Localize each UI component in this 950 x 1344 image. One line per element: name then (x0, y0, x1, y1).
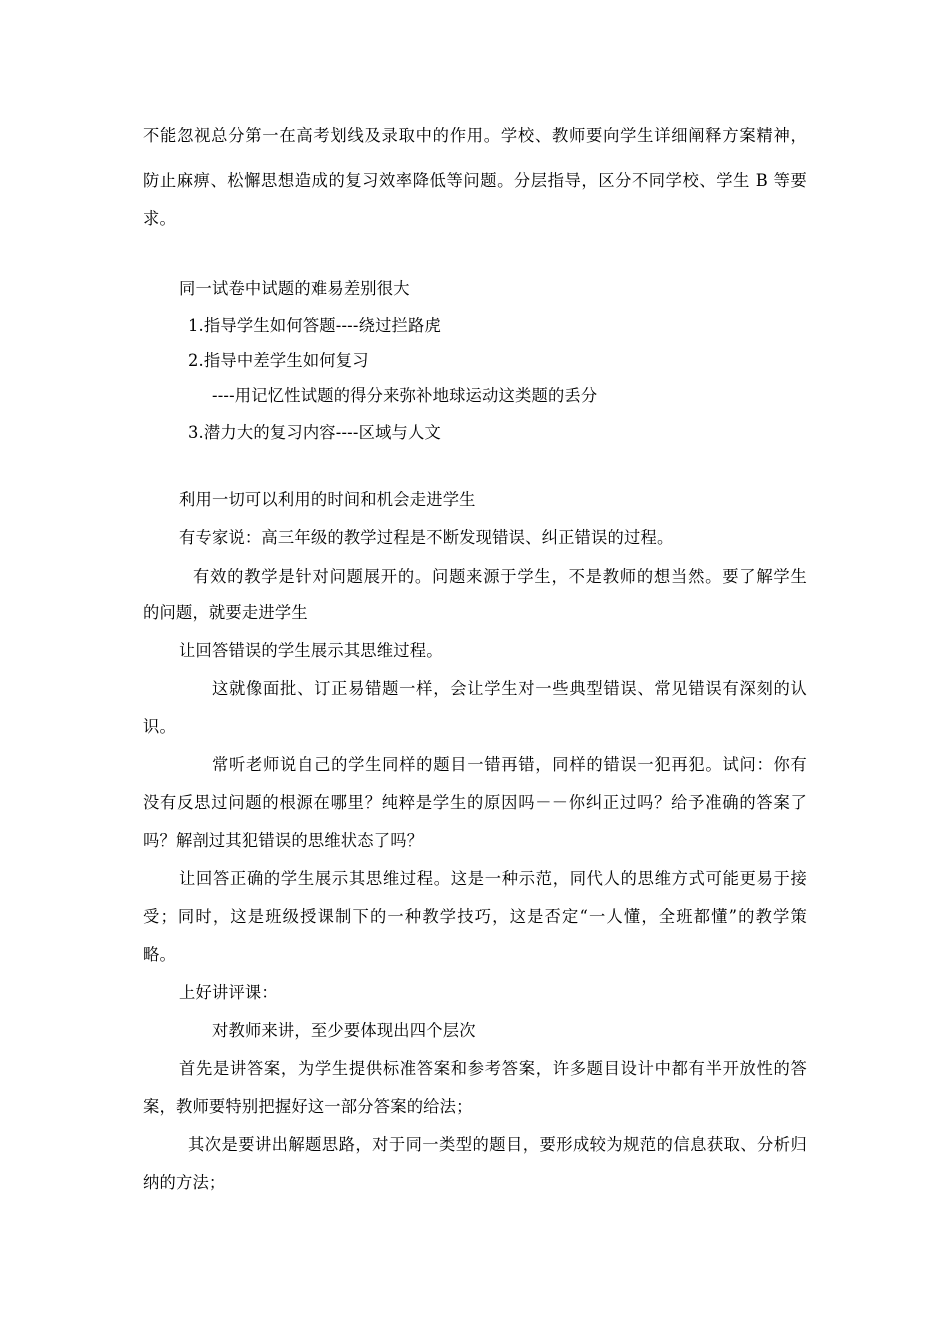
list-item: 1.指导学生如何答题----绕过拦路虎 (188, 316, 441, 335)
text-line: 有专家说：高三年级的教学过程是不断发现错误、纠正错误的过程。 (179, 528, 674, 547)
text-line: 不能忽视总分第一在高考划线及录取中的作用。学校、教师要向学生详细阐释方案精神， (143, 126, 807, 145)
list-item: 2.指导中差学生如何复习 (188, 351, 369, 370)
text-line: 求。 (143, 209, 176, 228)
section-heading: 利用一切可以利用的时间和机会走进学生 (179, 490, 476, 509)
text-line: 吗？解剖过其犯错误的思维状态了吗？ (143, 831, 424, 850)
text-line: 的问题，就要走进学生 (143, 603, 308, 622)
text-line: 没有反思过问题的根源在哪里？纯粹是学生的原因吗－－你纠正过吗？给予准确的答案了 (143, 793, 807, 812)
text-line: 这就像面批、订正易错题一样，会让学生对一些典型错误、常见错误有深刻的认 (212, 679, 807, 698)
text-line: 让回答正确的学生展示其思维过程。这是一种示范，同代人的思维方式可能更易于接 (179, 869, 807, 888)
text-line: 常听老师说自己的学生同样的题目一错再错，同样的错误一犯再犯。试问：你有 (212, 755, 807, 774)
text-line: 纳的方法； (143, 1173, 226, 1192)
text-line: 让回答错误的学生展示其思维过程。 (179, 641, 443, 660)
section-heading: 同一试卷中试题的难易差别很大 (179, 279, 410, 298)
text-line: 识。 (143, 717, 176, 736)
list-item: 3.潜力大的复习内容----区域与人文 (188, 423, 441, 442)
text-line: 对教师来讲，至少要体现出四个层次 (212, 1021, 476, 1040)
text-line: 有效的教学是针对问题展开的。问题来源于学生，不是教师的想当然。要了解学生 (193, 567, 807, 586)
text-line: 其次是要讲出解题思路，对于同一类型的题目，要形成较为规范的信息获取、分析归 (188, 1135, 807, 1154)
section-heading: 上好讲评课： (179, 983, 278, 1002)
text-line: 案，教师要特别把握好这一部分答案的给法； (143, 1097, 473, 1116)
text-line: 受；同时，这是班级授课制下的一种教学技巧，这是否定“一人懂，全班都懂”的教学策 (143, 907, 807, 926)
text-line: 略。 (143, 945, 176, 964)
text-line: 首先是讲答案，为学生提供标准答案和参考答案，许多题目设计中都有半开放性的答 (179, 1059, 807, 1078)
text-line: 防止麻痹、松懈思想造成的复习效率降低等问题。分层指导，区分不同学校、学生 B 等要 (143, 171, 807, 190)
list-item-detail: ----用记忆性试题的得分来弥补地球运动这类题的丢分 (212, 386, 598, 405)
